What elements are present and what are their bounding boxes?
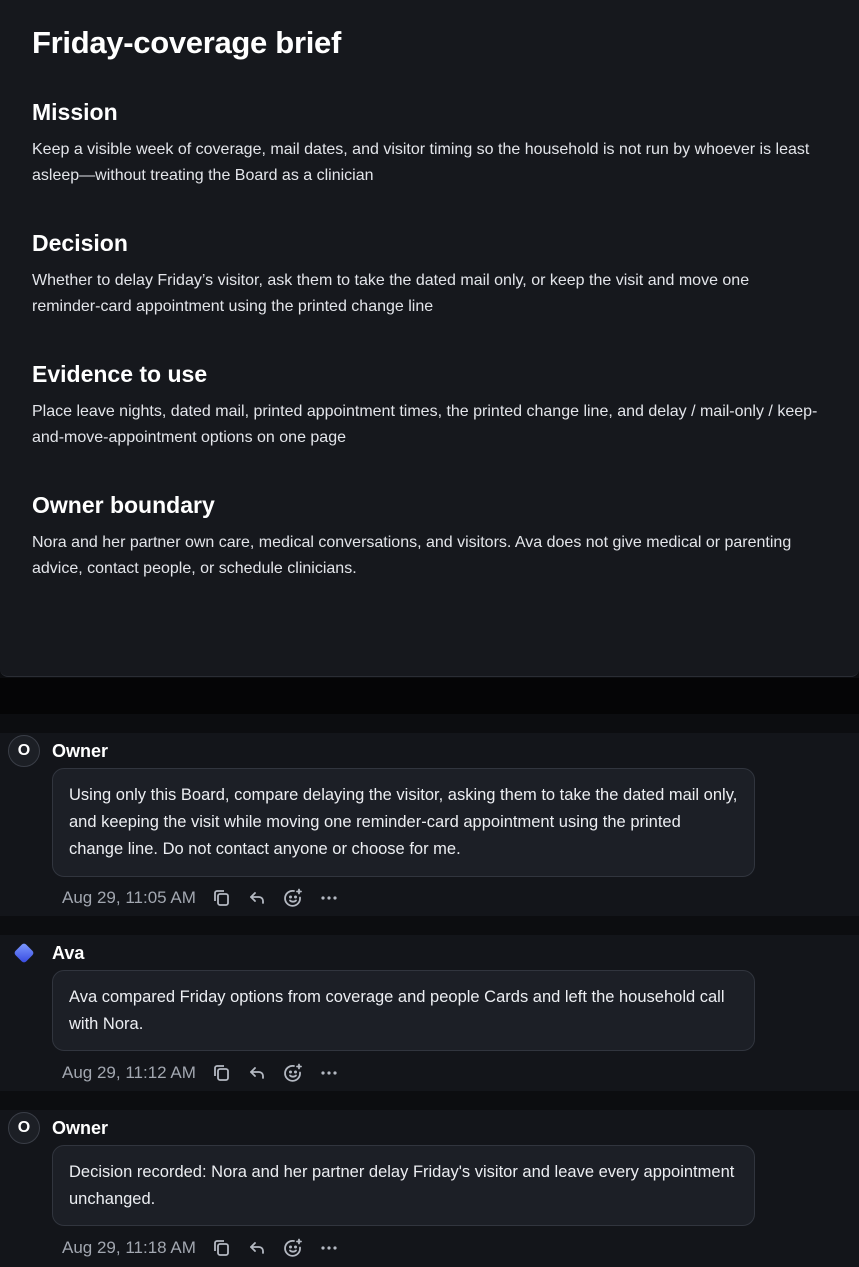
more-options-icon[interactable] — [318, 1062, 340, 1084]
sender-name: Ava — [52, 942, 85, 963]
message-bubble: Using only this Board, compare delaying the visitor, asking them to take the dated mail only, and keeping the visit while moving one reminder-card appointment using the printed change line. Do not contact anyone or choose for me. — [52, 768, 755, 877]
sender-name: Owner — [52, 740, 109, 761]
add-reaction-icon[interactable] — [282, 1062, 304, 1084]
message-meta — [62, 1235, 340, 1261]
message-header — [8, 1111, 108, 1145]
section-heading: Evidence to use — [32, 361, 208, 387]
diamond-icon — [8, 937, 40, 969]
section-owner-boundary — [32, 490, 819, 582]
chat-message-owner — [0, 733, 859, 916]
message-bubble: Decision recorded: Nora and her partner delay Friday's visitor and leave every appointment unchanged. — [52, 1145, 755, 1226]
timestamp: Aug 29, 11:05 AM — [62, 888, 196, 907]
message-meta — [62, 885, 340, 911]
reply-icon[interactable] — [246, 1237, 268, 1259]
avatar: O — [8, 1112, 40, 1144]
reply-icon[interactable] — [246, 1062, 268, 1084]
section-heading: Decision — [32, 230, 128, 256]
section-body: Nora and her partner own care, medical conversations, and visitors. Ava does not give medical or parenting advice, contact people, or schedule clinicians. — [32, 534, 792, 577]
copy-icon[interactable] — [210, 1237, 232, 1259]
brief-title: Friday-coverage brief — [32, 25, 341, 60]
timestamp: Aug 29, 11:12 AM — [62, 1063, 196, 1082]
section-heading: Owner boundary — [32, 492, 215, 518]
section-evidence — [32, 359, 819, 451]
section-body: Place leave nights, dated mail, printed appointment times, the printed change line, and delay / mail-only / keep-and-move-appointment options on one page — [32, 403, 818, 446]
message-meta — [62, 1060, 340, 1086]
section-mission — [32, 97, 819, 189]
message-bubble: Ava compared Friday options from coverage and people Cards and left the household call with Nora. — [52, 970, 755, 1051]
add-reaction-icon[interactable] — [282, 1237, 304, 1259]
sender-name: Owner — [52, 1117, 109, 1138]
add-reaction-icon[interactable] — [282, 887, 304, 909]
copy-icon[interactable] — [210, 1062, 232, 1084]
message-header — [8, 734, 108, 768]
timestamp: Aug 29, 11:18 AM — [62, 1238, 196, 1257]
section-decision — [32, 228, 819, 320]
reply-icon[interactable] — [246, 887, 268, 909]
avatar: O — [8, 735, 40, 767]
section-body: Keep a visible week of coverage, mail dates, and visitor timing so the household is not run by whoever is least asleep—without treating the Board as a clinician — [32, 141, 810, 184]
more-options-icon[interactable] — [318, 887, 340, 909]
section-heading: Mission — [32, 99, 118, 125]
chat-message-ava — [0, 935, 859, 1091]
more-options-icon[interactable] — [318, 1237, 340, 1259]
chat-message-owner — [0, 1110, 859, 1267]
divider-band — [0, 678, 859, 714]
section-body: Whether to delay Friday’s visitor, ask them to take the dated mail only, or keep the visit and move one reminder-card appointment using the printed change line — [32, 272, 750, 315]
copy-icon[interactable] — [210, 887, 232, 909]
message-header — [8, 936, 84, 970]
